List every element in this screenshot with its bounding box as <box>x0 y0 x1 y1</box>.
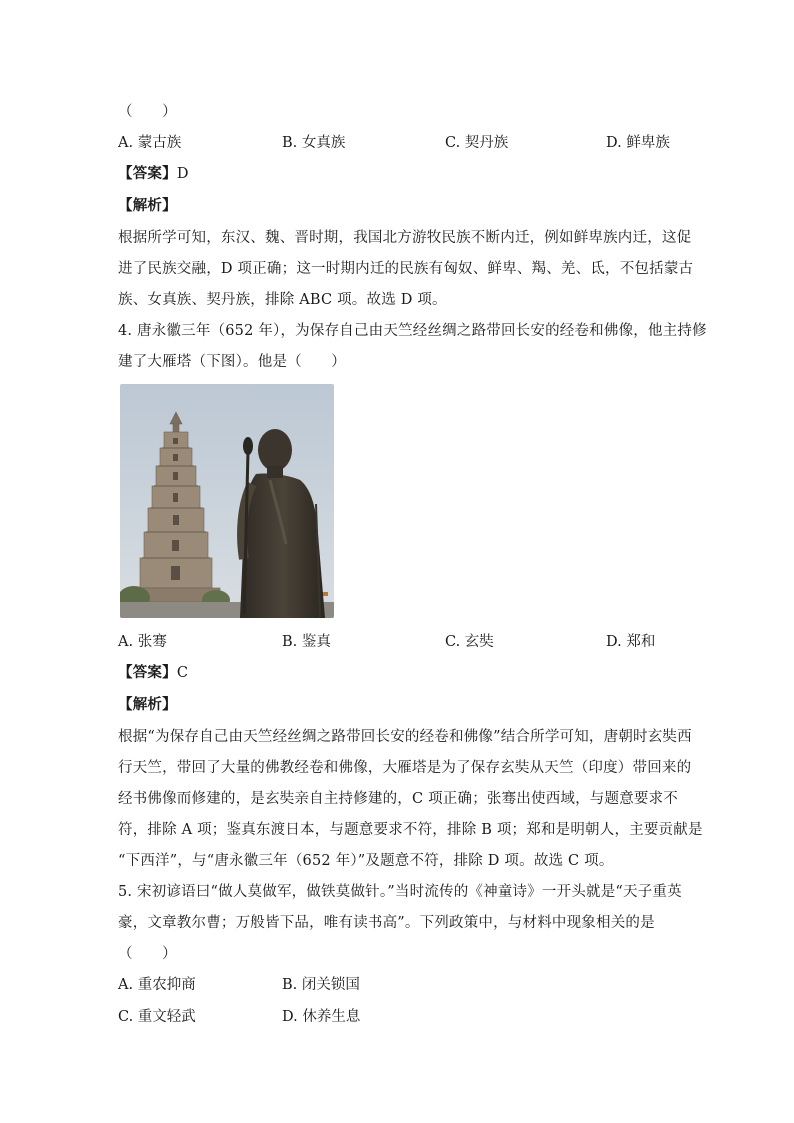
q3-analysis-line: 根据所学可知，东汉、魏、晋时期，我国北方游牧民族不断内迁，例如鲜卑族内迁，这促 <box>118 230 692 246</box>
q3-option-c: C. 契丹族 <box>445 135 509 151</box>
q3-option-a: A. 蒙古族 <box>118 135 182 151</box>
answer-label: 【答案】 <box>118 165 177 182</box>
q3-analysis-line: 族、女真族、契丹族，排除 ABC 项。故选 D 项。 <box>118 292 447 308</box>
q3-option-b: B. 女真族 <box>282 135 346 151</box>
q4-analysis-label: 【解析】 <box>118 696 177 713</box>
q3-option-d: D. 鲜卑族 <box>606 135 670 151</box>
q4-analysis-line: 经书佛像而修建的，是玄奘亲自主持修建的，C 项正确；张骞出使西域，与题意要求不 <box>118 791 679 807</box>
q5-option-b: B. 闭关锁国 <box>282 977 360 993</box>
big-wild-goose-pagoda-photo <box>120 384 334 618</box>
q5-stem-line: 豪，文章教尔曹；万般皆下品，唯有读书高”。下列政策中，与材料中现象相关的是 <box>118 915 655 931</box>
q4-option-a: A. 张骞 <box>118 634 167 650</box>
q5-stem-line: （ ） <box>118 946 177 962</box>
q4-stem-line: 建了大雁塔（下图）。他是（ ） <box>118 354 346 370</box>
q5-option-a: A. 重农抑商 <box>118 977 196 993</box>
q4-answer <box>118 663 188 683</box>
q5-option-c: C. 重文轻武 <box>118 1009 196 1025</box>
q4-analysis-line: “下西洋”，与“唐永徽三年（652 年）”及题意不符，排除 D 项。故选 C 项。 <box>118 853 614 869</box>
q3-analysis-line: 进了民族交融，D 项正确；这一时期内迁的民族有匈奴、鲜卑、羯、羌、氐，不包括蒙古 <box>118 261 694 277</box>
q3-blank: （ ） <box>118 104 177 120</box>
q3-analysis-label: 【解析】 <box>118 197 177 214</box>
answer-value: C <box>176 665 189 681</box>
q4-analysis-line: 行天竺，带回了大量的佛教经卷和佛像，大雁塔是为了保存玄奘从天竺（印度）带回来的 <box>118 760 692 776</box>
q4-option-d: D. 郑和 <box>606 634 656 650</box>
q4-analysis-line: 符，排除 A 项；鉴真东渡日本，与题意要求不符，排除 B 项；郑和是明朝人，主要贡献是 <box>118 822 703 838</box>
q4-stem-line: 4. 唐永徽三年（652 年），为保存自己由天竺经丝绸之路带回长安的经卷和佛像，他主持修 <box>118 323 707 339</box>
q5-stem-line: 5. 宋初谚语曰“做人莫做军，做铁莫做针。”当时流传的《神童诗》一开头就是“天子重英 <box>118 884 682 900</box>
q3-answer <box>118 164 189 184</box>
q5-option-d: D. 休养生息 <box>282 1009 361 1025</box>
answer-value: D <box>176 166 189 182</box>
q4-option-b: B. 鉴真 <box>282 634 331 650</box>
q4-analysis-line: 根据“为保存自己由天竺经丝绸之路带回长安的经卷和佛像”结合所学可知，唐朝时玄奘西 <box>118 729 692 745</box>
answer-label: 【答案】 <box>118 664 177 681</box>
q4-option-c: C. 玄奘 <box>445 634 494 650</box>
